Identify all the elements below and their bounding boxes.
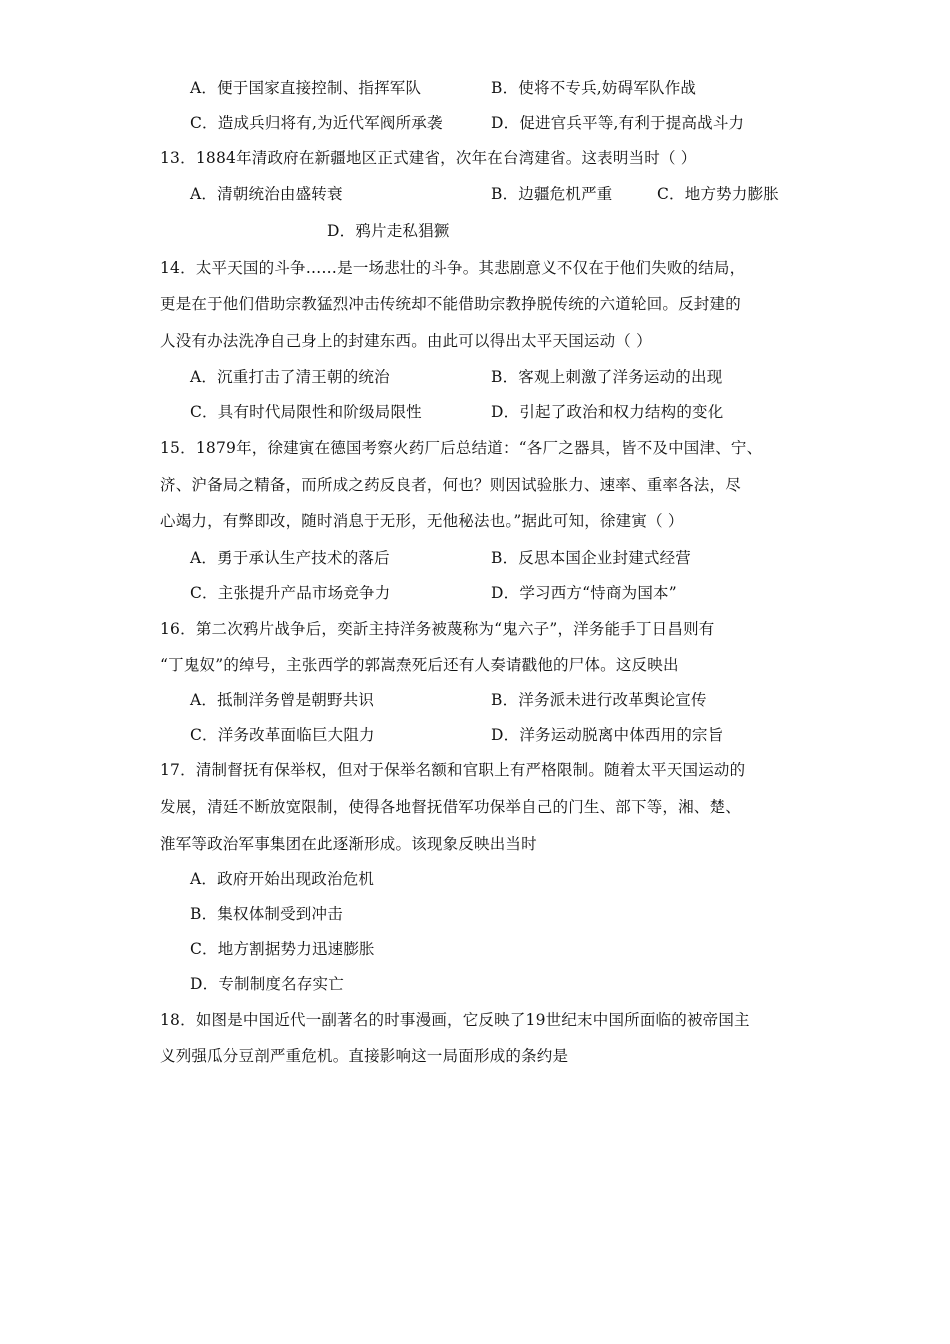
q16-option-b: B．洋务派未进行改革舆论宣传 — [491, 691, 707, 709]
q15-option-d: D．学习西方“恃商为国本” — [491, 584, 677, 602]
q15-stem-line2: 济、沪备局之精备，而所成之药反良者，何也？则因试验胀力、速率、重率各法，尽 — [160, 476, 741, 494]
q13-option-a: A．清朝统治由盛转衰 — [190, 185, 343, 203]
q17-option-b: B．集权体制受到冲击 — [190, 905, 343, 923]
q15-stem-line1: 15．1879年，徐建寅在德国考察火药厂后总结道：“各厂之器具，皆不及中国津、宁、 — [160, 439, 763, 457]
q17-option-a: A．政府开始出现政治危机 — [190, 870, 375, 888]
q17-option-d: D．专制制度名存实亡 — [190, 975, 344, 993]
q13-option-c: C．地方势力膨胀 — [657, 185, 779, 203]
q12-option-a: A．便于国家直接控制、指挥军队 — [190, 79, 422, 97]
q15-stem-line3: 心竭力，有弊即改，随时消息于无形，无他秘法也。”据此可知，徐建寅（ ） — [160, 512, 684, 530]
q14-stem-line2: 更是在于他们借助宗教猛烈冲击传统却不能借助宗教挣脱传统的六道轮回。反封建的 — [160, 295, 741, 313]
q18-stem-line2: 义列强瓜分豆剖严重危机。直接影响这一局面形成的条约是 — [160, 1047, 569, 1065]
q14-option-c: C．具有时代局限性和阶级局限性 — [190, 403, 422, 421]
q17-stem-line3: 淮军等政治军事集团在此逐渐形成。该现象反映出当时 — [160, 835, 537, 853]
q13-option-b: B．边疆危机严重 — [491, 185, 613, 203]
q15-option-b: B．反思本国企业封建式经营 — [491, 549, 691, 567]
q18-stem-line1: 18．如图是中国近代一副著名的时事漫画，它反映了19世纪末中国所面临的被帝国主 — [160, 1011, 750, 1029]
q16-stem-line1: 16．第二次鸦片战争后，奕訢主持洋务被蔑称为“鬼六子”，洋务能手丁日昌则有 — [160, 620, 715, 638]
q17-stem-line2: 发展，清廷不断放宽限制，使得各地督抚借军功保举自己的门生、部下等，湘、楚、 — [160, 798, 741, 816]
q15-option-a: A．勇于承认生产技术的落后 — [190, 549, 390, 567]
q16-option-c: C．洋务改革面临巨大阻力 — [190, 726, 375, 744]
q14-stem-line3: 人没有办法洗净自己身上的封建东西。由此可以得出太平天国运动（ ） — [160, 332, 652, 350]
q17-option-c: C．地方割据势力迅速膨胀 — [190, 940, 375, 958]
q13-option-d: D．鸦片走私猖獗 — [327, 222, 450, 240]
q17-stem-line1: 17．清制督抚有保举权，但对于保举名额和官职上有严格限制。随着太平天国运动的 — [160, 761, 746, 779]
q16-option-a: A．抵制洋务曾是朝野共识 — [190, 691, 375, 709]
q14-stem-line1: 14．太平天国的斗争……是一场悲壮的斗争。其悲剧意义不仅在于他们失败的结局， — [160, 259, 746, 277]
q14-option-a: A．沉重打击了清王朝的统治 — [190, 368, 390, 386]
q13-stem: 13．1884年清政府在新疆地区正式建省，次年在台湾建省。这表明当时（ ） — [160, 149, 697, 167]
q15-option-c: C．主张提升产品市场竞争力 — [190, 584, 391, 602]
q16-stem-line2: “丁鬼奴”的绰号，主张西学的郭嵩焘死后还有人奏请戳他的尸体。这反映出 — [160, 656, 679, 674]
q16-option-d: D．洋务运动脱离中体西用的宗旨 — [491, 726, 724, 744]
q12-option-b: B．使将不专兵,妨碍军队作战 — [491, 79, 697, 97]
q14-option-d: D．引起了政治和权力结构的变化 — [491, 403, 724, 421]
q12-option-d: D．促进官兵平等,有利于提高战斗力 — [491, 114, 745, 132]
q14-option-b: B．客观上刺激了洋务运动的出现 — [491, 368, 723, 386]
q12-option-c: C．造成兵归将有,为近代军阀所承袭 — [190, 114, 443, 132]
